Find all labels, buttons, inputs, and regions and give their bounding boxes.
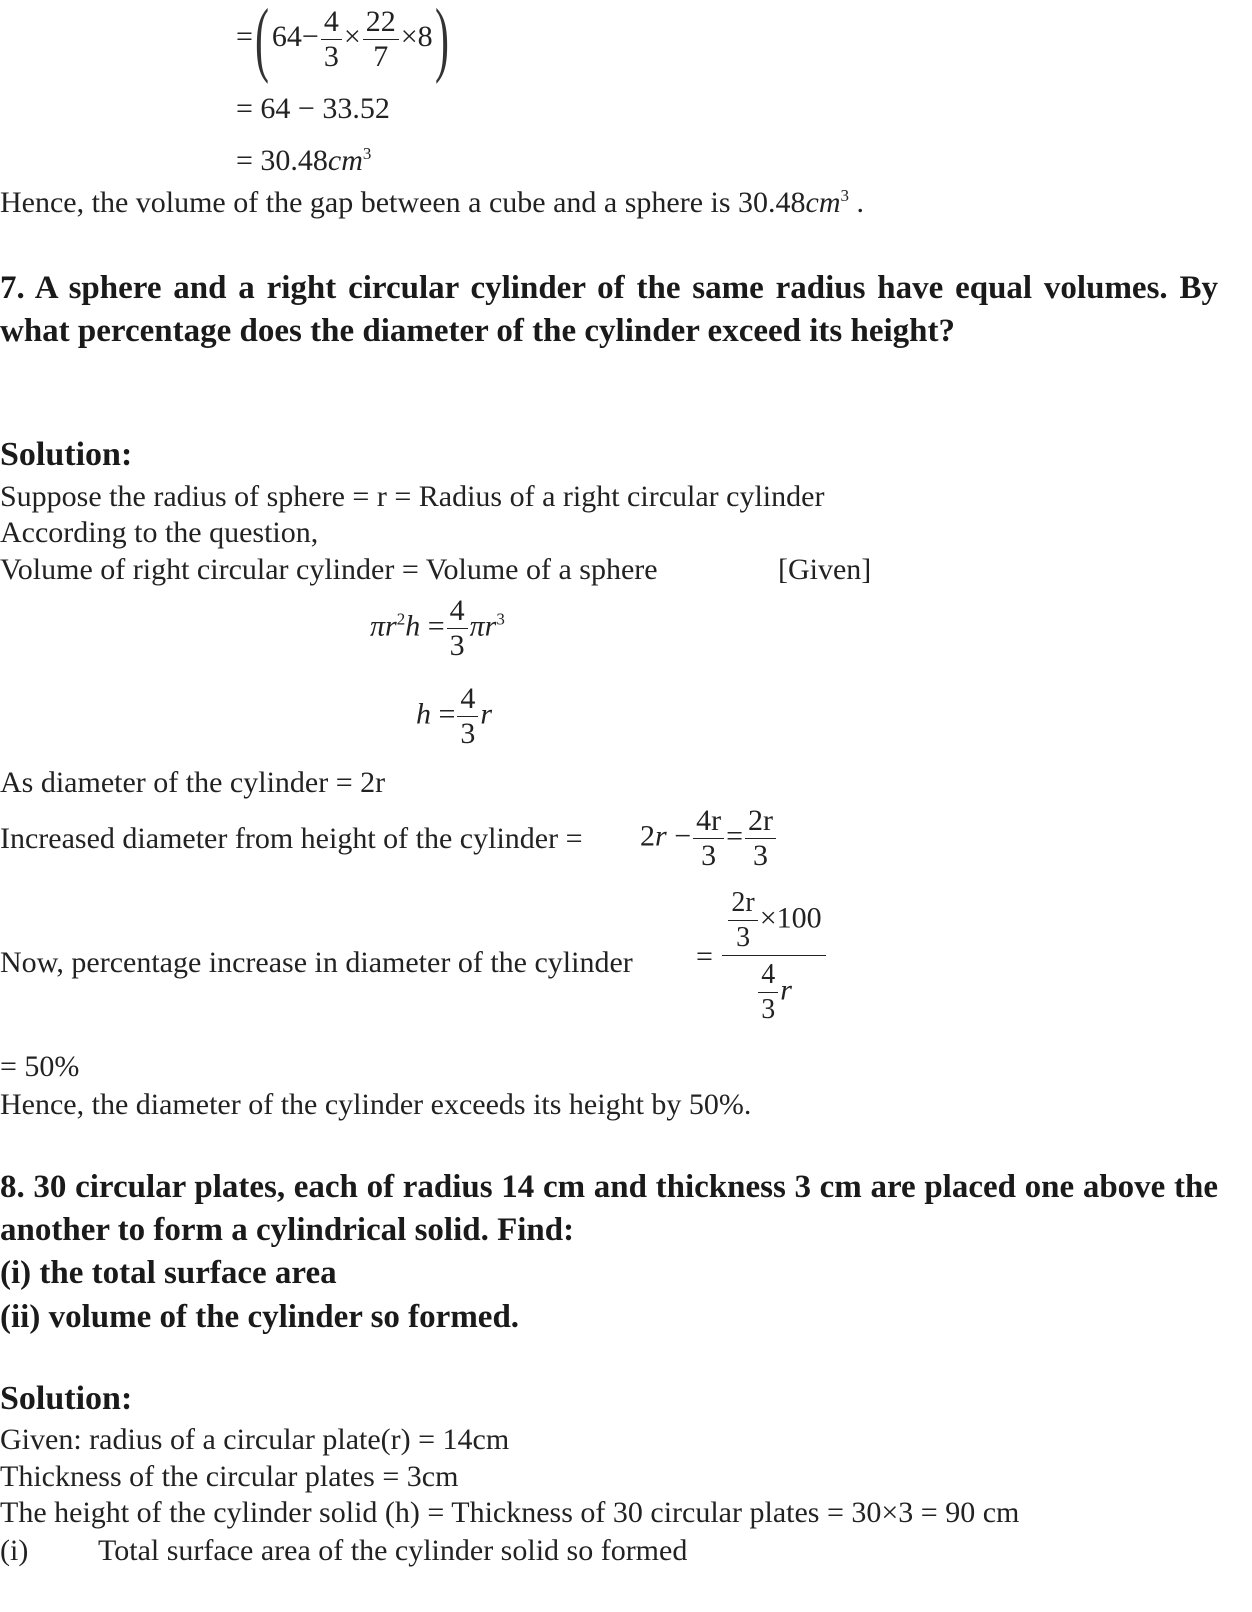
equation-height: h = $\frac{4}{3}$ r xyxy=(416,682,493,750)
question-7: 7. A sphere and a right circular cylinder of the same radius have equal volumes. By what percentage does the diameter of the cylinder exceed its height? xyxy=(0,270,1218,349)
q7-conclusion: Hence, the diameter of the cylinder exceeds its height by 50%. xyxy=(0,1088,752,1121)
solution-line: Given: radius of a circular plate(r) = 14cm xyxy=(0,1423,510,1456)
solution-line-increase: Increased diameter from height of the cylinder = xyxy=(0,822,583,855)
question-8: 8. 30 circular plates, each of radius 14 cm and thickness 3 cm are placed one above the another to form a cylindrical solid. Find: xyxy=(0,1169,1218,1248)
equation-gap-step1: = ( 64− $\frac{4}{3}$ × $\frac{22}{7}$ ×8 ) xyxy=(236,0,450,85)
solution-line-percentage: Now, percentage increase in diameter of the cylinder xyxy=(0,946,633,979)
solution-heading: Solution: xyxy=(0,1380,133,1417)
question-8-part-ii: (ii) volume of the cylinder so formed. xyxy=(0,1299,520,1335)
equation-volume-equal: $\pi r^2h$ = $\frac{4}{3}$ $\pi r^3$ xyxy=(370,594,505,662)
solution-line: According to the question, xyxy=(0,516,319,549)
equation-gap-step2: = 64 − 33.52 xyxy=(236,92,390,125)
solution-line: The height of the cylinder solid (h) = Thickness of 30 circular plates = 30×3 = 90 cm xyxy=(0,1496,1020,1529)
list-number: (i) xyxy=(0,1534,29,1567)
solution-heading: Solution: xyxy=(0,436,133,473)
solution-line: Suppose the radius of sphere = r = Radius of a right circular cylinder xyxy=(0,480,825,513)
solution-line: Thickness of the circular plates = 3cm xyxy=(0,1460,459,1493)
solution-line: Total surface area of the cylinder solid so formed xyxy=(98,1534,688,1567)
equation-percentage: = $\frac{2r}{3}$ ×100 $\frac{4}{3}$ r xyxy=(696,888,828,1025)
equation-gap-step3: = $30.48cm^3$ xyxy=(236,144,372,177)
solution-line: As diameter of the cylinder = 2r xyxy=(0,766,386,799)
given-tag: [Given] xyxy=(778,553,872,586)
gap-volume-conclusion: Hence, the volume of the gap between a cube and a sphere is $30.48cm^3$ . xyxy=(0,186,865,219)
solution-line: = 50% xyxy=(0,1050,80,1083)
question-8-part-i: (i) the total surface area xyxy=(0,1255,337,1291)
equation-increase: 2r − $\frac{4r}{3}$ = $\frac{2r}{3}$ xyxy=(640,806,778,871)
solution-line: Volume of right circular cylinder = Volume of a sphere xyxy=(0,553,658,586)
